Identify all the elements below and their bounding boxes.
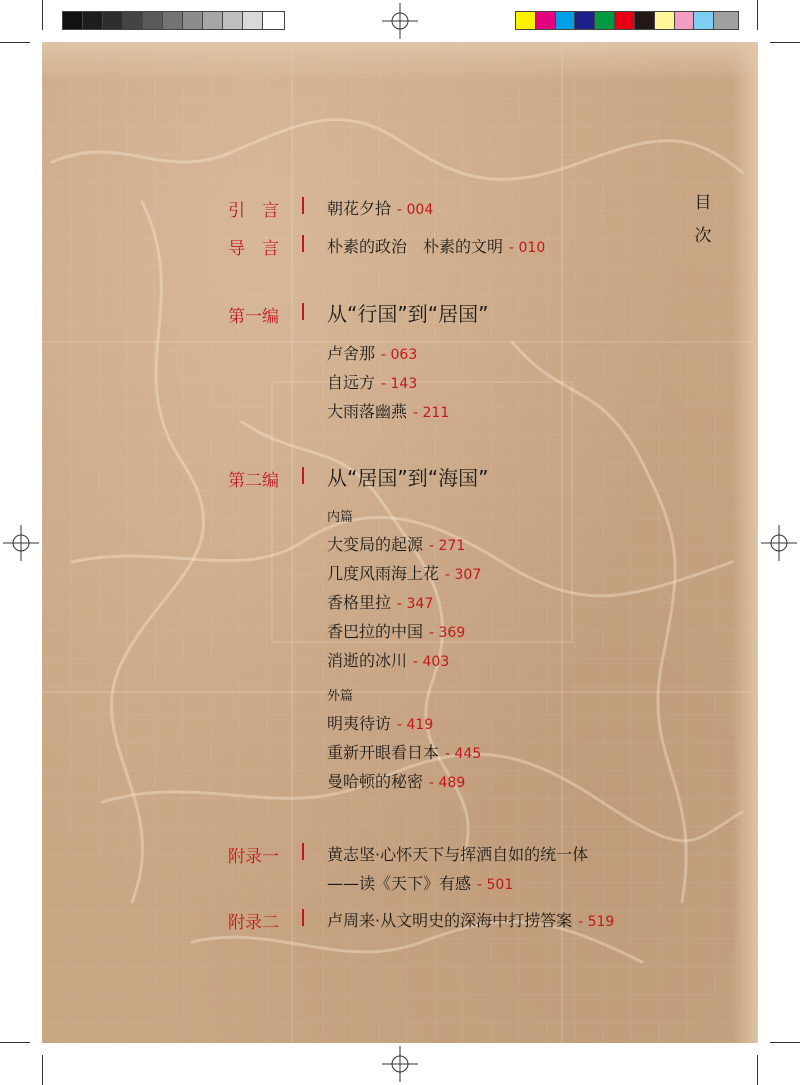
page-number: - 063 xyxy=(381,347,418,363)
entry-title: 自远方 xyxy=(327,373,376,392)
page-edge-texture xyxy=(42,42,758,82)
subsection-label: 外篇 xyxy=(327,689,354,704)
entry-title: 香巴拉的中国 xyxy=(327,622,424,641)
entry-title: 朝花夕拾 xyxy=(327,199,392,218)
section-divider xyxy=(302,197,304,214)
page-number: - 307 xyxy=(445,567,482,583)
page-number: - 419 xyxy=(397,717,434,733)
toc-entry[interactable] xyxy=(327,619,465,642)
registration-mark-bottom xyxy=(379,1043,421,1085)
entry-title: 曼哈顿的秘密 xyxy=(327,772,424,791)
page-number: - 143 xyxy=(381,376,418,392)
crop-mark xyxy=(0,42,30,43)
entry-title: 大雨落幽燕 xyxy=(327,402,408,421)
toc-entry[interactable] xyxy=(327,532,465,555)
toc-entry[interactable] xyxy=(327,590,433,613)
toc-entry[interactable] xyxy=(327,196,433,219)
appendix-label: 附录一 xyxy=(228,847,279,867)
toc-entry[interactable] xyxy=(327,648,449,671)
page-number: - 347 xyxy=(397,596,434,612)
entry-title: 朴素的政治 朴素的文明 xyxy=(327,237,504,256)
page-number: - 369 xyxy=(429,625,466,641)
toc-entry[interactable] xyxy=(327,740,481,763)
toc-page xyxy=(42,42,758,1043)
crop-mark xyxy=(42,1055,43,1085)
page-number: - 271 xyxy=(429,538,466,554)
page-number: - 004 xyxy=(397,202,434,218)
section-label: 导 言 xyxy=(228,239,279,259)
page-number: - 211 xyxy=(413,405,450,421)
entry-title: 香格里拉 xyxy=(327,593,392,612)
toc-title-char: 次 xyxy=(694,226,712,246)
entry-title: 明夷待访 xyxy=(327,714,392,733)
toc-entry[interactable] xyxy=(327,341,417,364)
registration-mark-top xyxy=(379,0,421,42)
entry-subtitle: ——读《天下》有感 xyxy=(327,874,472,893)
toc-entry[interactable] xyxy=(327,908,614,931)
color-calibration-bar xyxy=(515,11,739,30)
entry-title: 重新开眼看日本 xyxy=(327,743,440,762)
entry-title: 卢舍那 xyxy=(327,344,376,363)
crop-mark xyxy=(757,0,758,30)
page-edge-texture xyxy=(732,42,758,1043)
toc-entry[interactable] xyxy=(327,399,449,422)
registration-mark-right xyxy=(758,522,800,564)
appendix-label: 附录二 xyxy=(228,913,279,933)
toc-entry[interactable] xyxy=(327,842,588,865)
page-number: - 519 xyxy=(578,914,615,930)
toc-title-char: 目 xyxy=(694,193,712,213)
part-label: 第二编 xyxy=(228,471,279,491)
page-number: - 403 xyxy=(413,654,450,670)
entry-title: 大变局的起源 xyxy=(327,535,424,554)
section-divider xyxy=(302,909,304,926)
section-divider xyxy=(302,843,304,860)
toc-entry[interactable] xyxy=(327,711,433,734)
part-title: 从“居国”到“海国” xyxy=(327,466,489,490)
crop-mark xyxy=(770,1042,800,1043)
entry-title: 消逝的冰川 xyxy=(327,651,408,670)
toc-title xyxy=(694,187,712,253)
subsection-label: 内篇 xyxy=(327,510,354,525)
crop-mark xyxy=(0,1042,30,1043)
entry-title: 黄志坚·心怀天下与挥洒自如的统一体 xyxy=(327,845,589,864)
toc-entry[interactable] xyxy=(327,370,417,393)
crop-mark xyxy=(42,0,43,30)
part-label: 第一编 xyxy=(228,307,279,327)
page-number: - 489 xyxy=(429,775,466,791)
toc-entry[interactable] xyxy=(327,871,513,894)
crop-mark xyxy=(770,42,800,43)
entry-title: 卢周来·从文明史的深海中打捞答案 xyxy=(327,911,573,930)
section-label: 引 言 xyxy=(228,201,279,221)
toc-entry[interactable] xyxy=(327,769,465,792)
section-divider xyxy=(302,235,304,252)
page-number: - 501 xyxy=(477,877,514,893)
section-divider xyxy=(302,303,304,320)
entry-title: 几度风雨海上花 xyxy=(327,564,440,583)
page-number: - 445 xyxy=(445,746,482,762)
toc-entry[interactable] xyxy=(327,561,481,584)
gray-calibration-bar xyxy=(62,11,285,30)
registration-mark-left xyxy=(0,522,42,564)
page-number: - 010 xyxy=(509,240,546,256)
toc-entry[interactable] xyxy=(327,234,545,257)
part-title: 从“行国”到“居国” xyxy=(327,302,489,326)
section-divider xyxy=(302,467,304,484)
crop-mark xyxy=(757,1055,758,1085)
